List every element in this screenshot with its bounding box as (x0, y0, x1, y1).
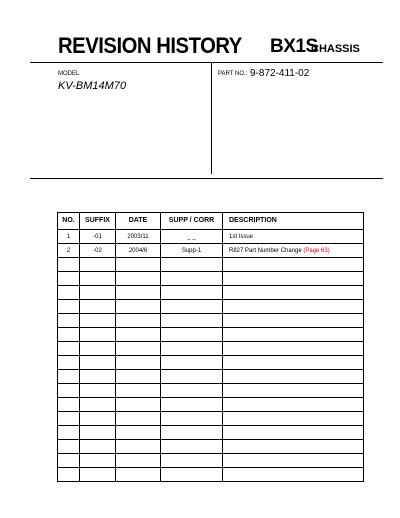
empty-cell (223, 286, 364, 300)
cell-description (223, 244, 364, 258)
empty-cell (116, 258, 161, 272)
empty-cell (223, 314, 364, 328)
model-number: KV-BM14M70 (58, 80, 127, 92)
info-divider (211, 62, 212, 174)
part-number: 9-872-411-02 (250, 68, 310, 79)
table-header-row (58, 213, 364, 230)
empty-cell (58, 272, 80, 286)
top-rule (30, 62, 383, 63)
empty-table-row (58, 356, 364, 370)
empty-cell (80, 272, 116, 286)
part-number-label: PART NO.: (218, 71, 248, 77)
empty-table-row (58, 468, 364, 482)
empty-cell (223, 468, 364, 482)
empty-cell (116, 286, 161, 300)
empty-table-row (58, 272, 364, 286)
empty-table-row (58, 370, 364, 384)
empty-cell (58, 468, 80, 482)
empty-cell (161, 286, 223, 300)
empty-cell (116, 440, 161, 454)
empty-table-row (58, 384, 364, 398)
empty-table-row (58, 286, 364, 300)
empty-cell (58, 314, 80, 328)
empty-cell (80, 412, 116, 426)
empty-cell (116, 370, 161, 384)
empty-cell (223, 440, 364, 454)
empty-cell (116, 468, 161, 482)
empty-table-row (58, 440, 364, 454)
empty-cell (161, 412, 223, 426)
empty-cell (80, 286, 116, 300)
description-text: 1st Issue (229, 233, 254, 240)
empty-cell (58, 356, 80, 370)
empty-table-row (58, 454, 364, 468)
cell-suffix: -02 (80, 244, 116, 258)
empty-cell (58, 370, 80, 384)
empty-cell (161, 342, 223, 356)
empty-cell (116, 356, 161, 370)
model-label: MODEL (58, 71, 80, 77)
empty-cell (58, 426, 80, 440)
empty-cell (80, 440, 116, 454)
empty-cell (58, 258, 80, 272)
table-row (58, 244, 364, 258)
cell-no: 2 (58, 244, 80, 258)
empty-cell (58, 454, 80, 468)
empty-cell (58, 398, 80, 412)
empty-cell (116, 412, 161, 426)
empty-table-row (58, 426, 364, 440)
empty-cell (116, 314, 161, 328)
empty-cell (80, 314, 116, 328)
cell-date: 2004/6 (116, 244, 161, 258)
empty-cell (161, 454, 223, 468)
empty-cell (58, 328, 80, 342)
chassis-code: BX1S (270, 36, 318, 57)
empty-cell (116, 300, 161, 314)
chassis-label: CHASSIS (311, 43, 360, 55)
empty-cell (58, 440, 80, 454)
empty-table-row (58, 412, 364, 426)
empty-cell (58, 384, 80, 398)
empty-cell (58, 342, 80, 356)
empty-cell (80, 328, 116, 342)
empty-cell (116, 454, 161, 468)
empty-cell (223, 356, 364, 370)
empty-cell (161, 370, 223, 384)
empty-cell (161, 384, 223, 398)
column-header-date: DATE (116, 213, 161, 230)
empty-table-row (58, 314, 364, 328)
empty-cell (116, 328, 161, 342)
empty-table-row (58, 258, 364, 272)
cell-supp-corr: Supp-1 (161, 244, 223, 258)
description-text: R827 Part Number Change (229, 247, 304, 254)
empty-cell (223, 370, 364, 384)
table-row (58, 230, 364, 244)
empty-cell (80, 398, 116, 412)
empty-cell (161, 328, 223, 342)
page-title: REVISION HISTORY (58, 33, 242, 58)
empty-cell (80, 426, 116, 440)
cell-description (223, 230, 364, 244)
empty-cell (161, 300, 223, 314)
empty-cell (223, 258, 364, 272)
empty-cell (80, 370, 116, 384)
column-header-supp-corr: SUPP / CORR (161, 213, 223, 230)
empty-cell (223, 342, 364, 356)
empty-cell (161, 426, 223, 440)
empty-cell (161, 398, 223, 412)
column-header-suffix: SUFFIX (80, 213, 116, 230)
column-header-no: NO. (58, 213, 80, 230)
cell-supp-corr: _ _ (161, 230, 223, 244)
empty-cell (223, 384, 364, 398)
empty-cell (223, 272, 364, 286)
empty-cell (161, 440, 223, 454)
empty-cell (223, 454, 364, 468)
empty-cell (116, 384, 161, 398)
empty-cell (80, 384, 116, 398)
empty-cell (223, 328, 364, 342)
empty-cell (80, 468, 116, 482)
revision-table (57, 212, 364, 482)
empty-cell (58, 286, 80, 300)
empty-cell (116, 398, 161, 412)
bottom-rule (30, 178, 383, 179)
empty-cell (116, 342, 161, 356)
empty-cell (161, 272, 223, 286)
cell-no: 1 (58, 230, 80, 244)
empty-cell (161, 468, 223, 482)
empty-cell (58, 300, 80, 314)
empty-cell (223, 398, 364, 412)
empty-cell (80, 258, 116, 272)
empty-table-row (58, 342, 364, 356)
cell-suffix: -01 (80, 230, 116, 244)
page-reference: (Page 63) (303, 247, 330, 254)
empty-table-row (58, 300, 364, 314)
empty-cell (80, 300, 116, 314)
empty-cell (80, 356, 116, 370)
empty-cell (58, 412, 80, 426)
empty-table-row (58, 398, 364, 412)
empty-cell (223, 426, 364, 440)
empty-cell (223, 412, 364, 426)
empty-cell (161, 356, 223, 370)
empty-cell (161, 314, 223, 328)
empty-cell (80, 342, 116, 356)
empty-cell (223, 300, 364, 314)
empty-cell (116, 426, 161, 440)
cell-date: 2003/11 (116, 230, 161, 244)
column-header-description: DESCRIPTION (223, 213, 364, 230)
empty-cell (161, 258, 223, 272)
empty-cell (116, 272, 161, 286)
empty-cell (80, 454, 116, 468)
empty-table-row (58, 328, 364, 342)
